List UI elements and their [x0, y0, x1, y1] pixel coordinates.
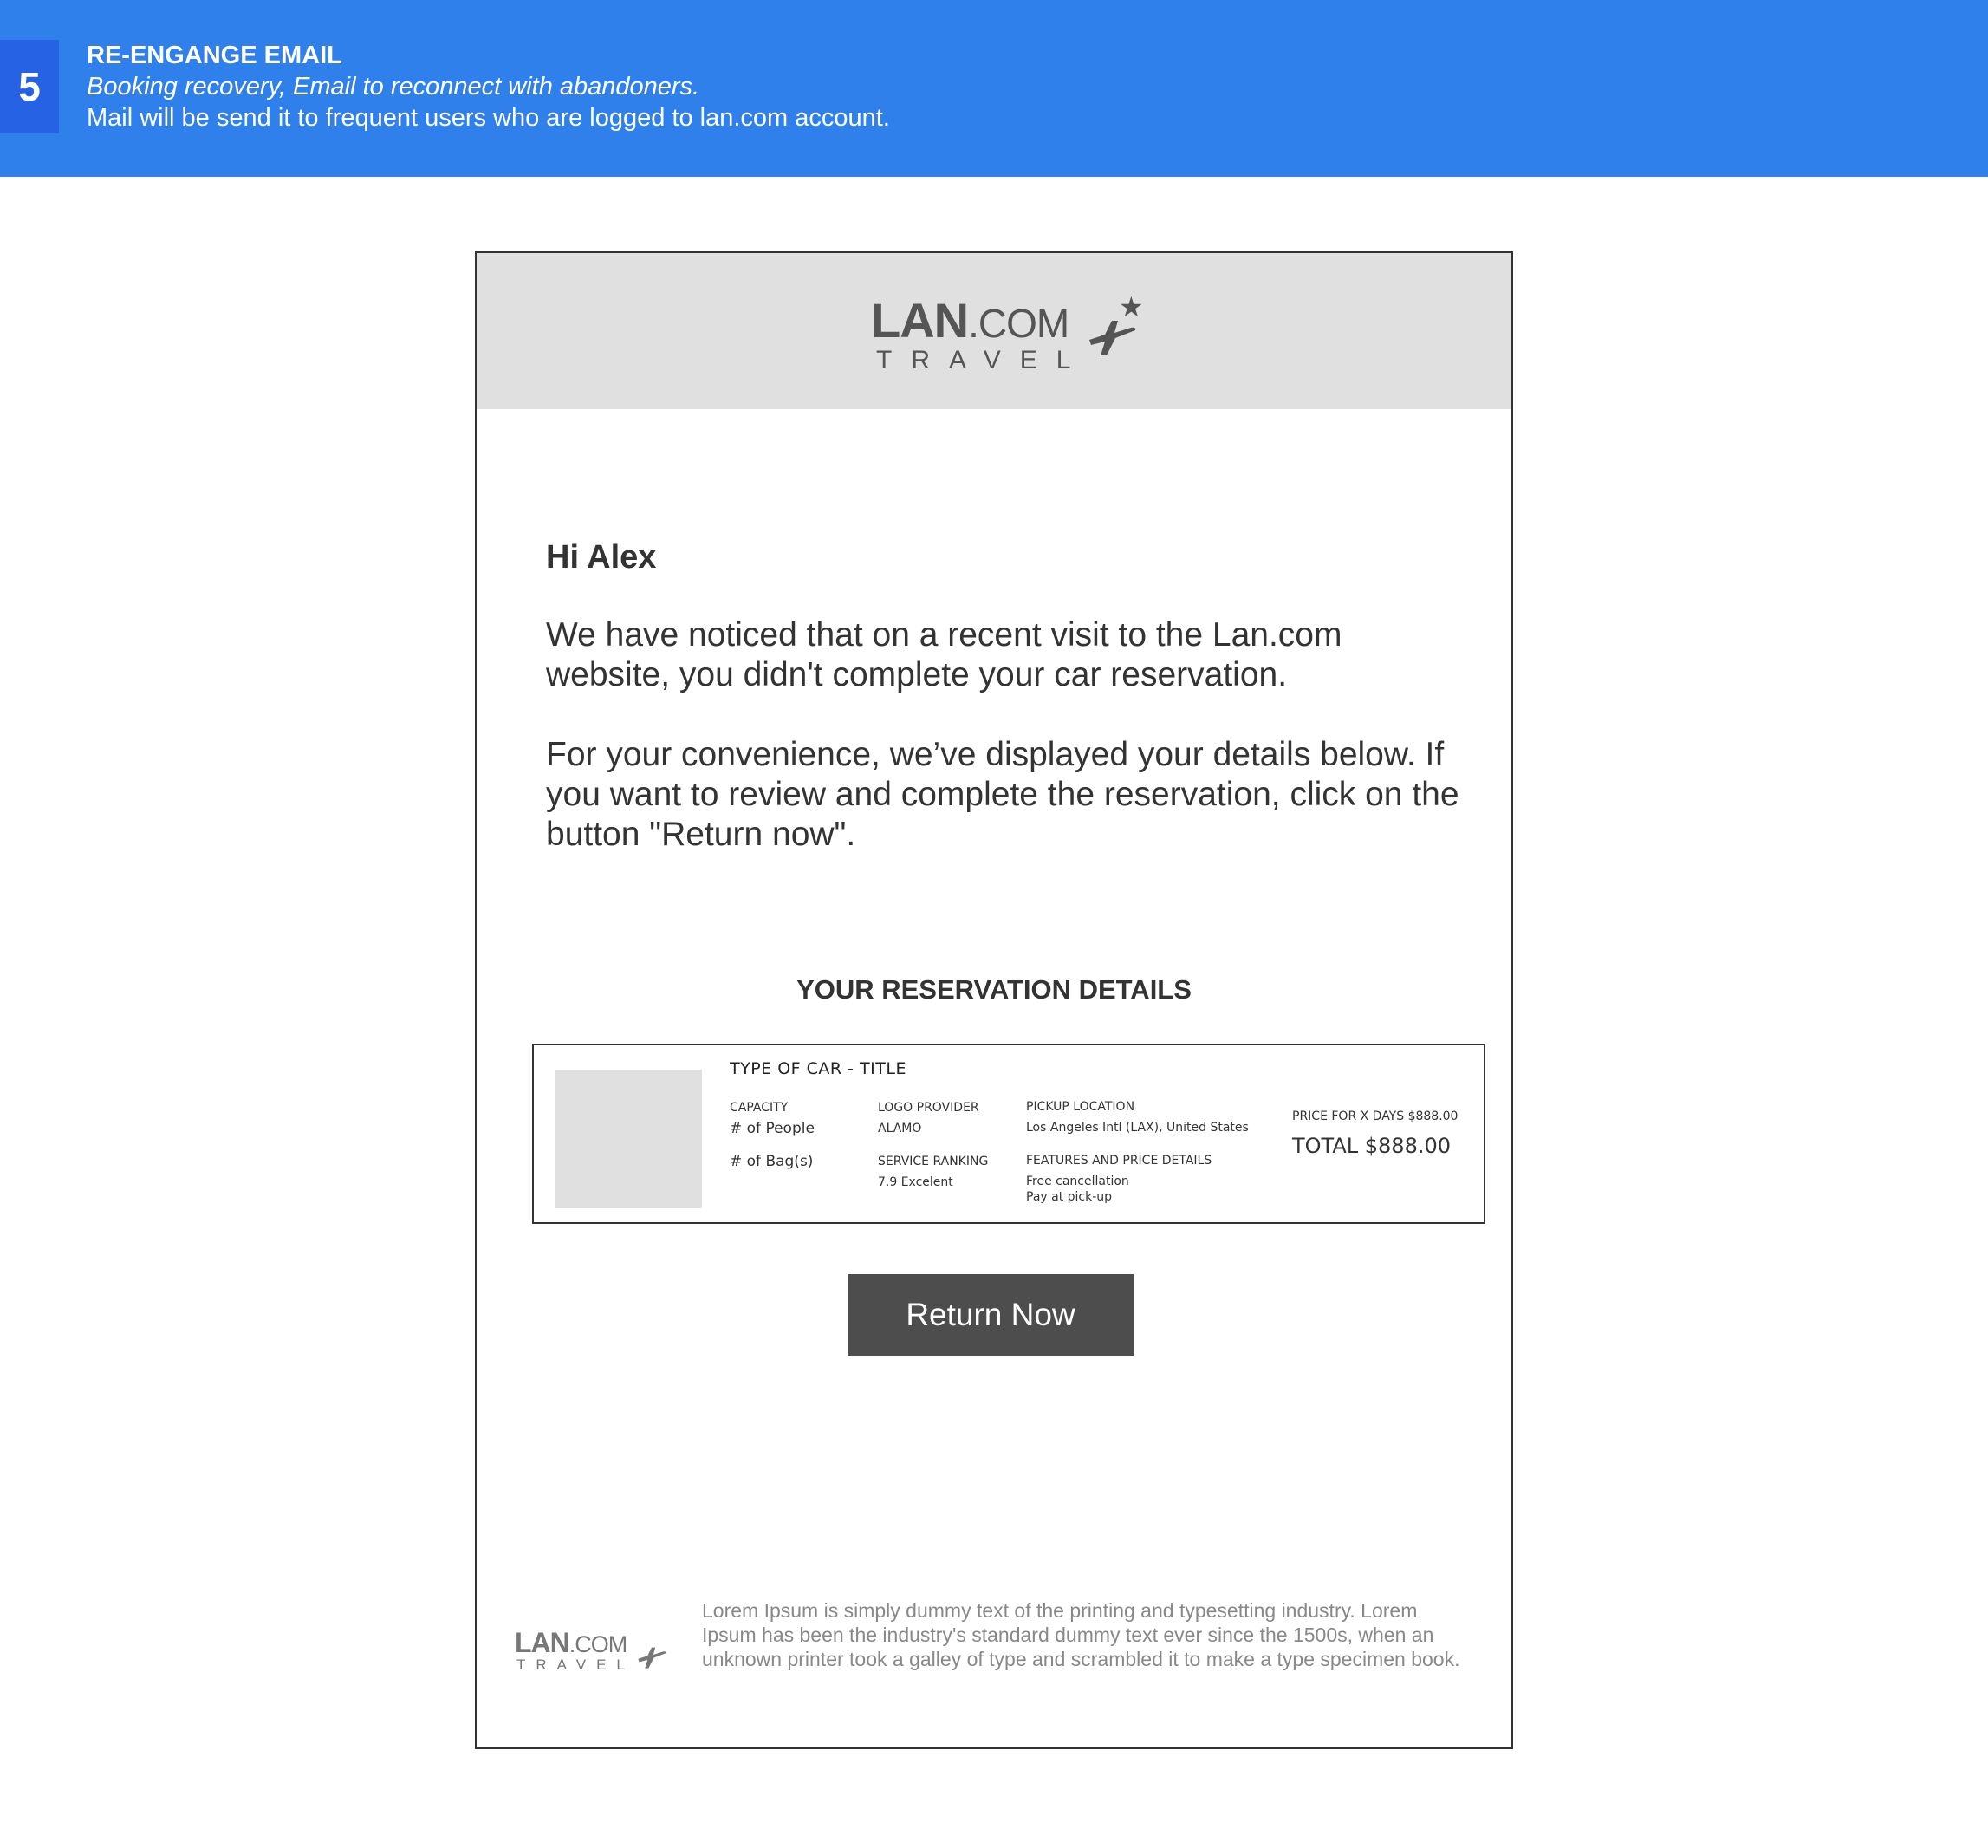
logo-lan: LAN [871, 293, 969, 348]
capacity-label: CAPACITY [730, 1101, 789, 1115]
capacity-people: # of People [730, 1120, 815, 1137]
logo-wordmark [871, 295, 1069, 349]
footer-airplane-icon [636, 1645, 667, 1669]
annotation-banner [0, 0, 1988, 177]
capacity-bags: # of Bag(s) [730, 1153, 814, 1170]
lan-travel-logo[interactable] [871, 291, 1157, 381]
logo-provider-label: LOGO PROVIDER [878, 1101, 979, 1115]
footer-logo[interactable] [515, 1628, 671, 1680]
banner-subtitle: Booking recovery, Email to reconnect with abandoners. [87, 73, 700, 101]
banner-title: RE-ENGANGE EMAIL [87, 42, 342, 69]
email-paragraph-1: We have noticed that on a recent visit to the Lan.com website, you didn't complete your car reservation. [546, 616, 1342, 693]
pickup-location-label: PICKUP LOCATION [1026, 1100, 1135, 1114]
footer-logo-travel: TRAVEL [516, 1656, 635, 1673]
footer-logo-dotcom: .COM [568, 1631, 627, 1657]
car-image-placeholder [555, 1070, 702, 1208]
features-label: FEATURES AND PRICE DETAILS [1026, 1154, 1212, 1168]
footer-logo-lan: LAN [515, 1627, 569, 1658]
banner-text [87, 40, 890, 133]
email-container [475, 251, 1513, 1749]
banner-description: Mail will be send it to frequent users who are logged to lan.com account. [87, 104, 890, 132]
car-title: TYPE OF CAR - TITLE [730, 1059, 906, 1078]
reservation-heading: YOUR RESERVATION DETAILS [796, 974, 1192, 1005]
feature-pay-at-pickup: Pay at pick-up [1026, 1190, 1113, 1204]
logo-travel: TRAVEL [876, 346, 1090, 374]
logo-provider-value: ALAMO [878, 1122, 922, 1135]
price-for-days: PRICE FOR X DAYS $888.00 [1292, 1109, 1459, 1123]
feature-free-cancellation: Free cancellation [1026, 1175, 1129, 1188]
email-paragraph-2: For your convenience, we’ve displayed your details below. If you want to review and complete the reservation, click on the button "Return now". [546, 736, 1459, 853]
service-ranking-value: 7.9 Excelent [878, 1175, 953, 1189]
service-ranking-label: SERVICE RANKING [878, 1155, 989, 1168]
footer-text: Lorem Ipsum is simply dummy text of the printing and typesetting industry. Lorem Ipsum has been the industry's standard dummy text ever since the 1500s, when an unknown printer took a galley of type and scrambled it to make a type specimen book. [702, 1599, 1460, 1670]
reservation-details-card [532, 1044, 1485, 1224]
return-now-button[interactable]: Return Now [848, 1274, 1134, 1356]
logo-dotcom: .COM [968, 301, 1069, 346]
pickup-location-value: Los Angeles Intl (LAX), United States [1026, 1121, 1249, 1135]
email-header [477, 253, 1511, 409]
email-greeting: Hi Alex [546, 539, 657, 576]
footer-logo-wordmark [515, 1628, 627, 1659]
star-icon: ★ [1119, 291, 1144, 322]
step-number-badge: 5 [0, 40, 59, 133]
airplane-icon [1086, 317, 1138, 357]
total-price: TOTAL $888.00 [1292, 1134, 1452, 1158]
